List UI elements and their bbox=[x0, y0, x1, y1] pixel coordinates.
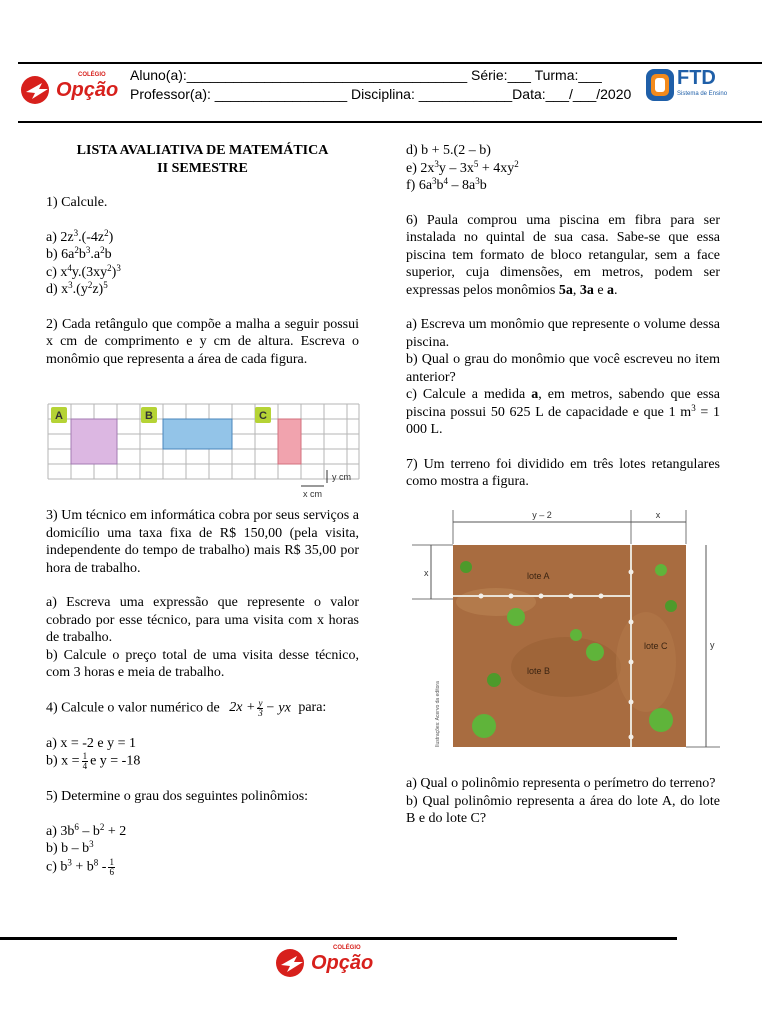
figure-credit: Ilustrações: Acervo da editora bbox=[435, 681, 441, 747]
q5-d: d) b + 5.(2 – b) bbox=[406, 143, 491, 158]
q2-stem: 2) Cada retângulo que compõe a malha a seguir possui x cm de comprimento e y cm de altura. Escreva o monômio que representa a área de cada figura. bbox=[46, 316, 359, 367]
footer-logo bbox=[275, 944, 374, 978]
q4-b: b) x = $\frac{1}{4}$ e y = -18 bbox=[46, 751, 141, 771]
q7-land-figure bbox=[406, 502, 722, 754]
q5-b: b) b – $b^3$ bbox=[46, 839, 94, 856]
q1-item-c: c) $x^4y.(3xy^2)^3$ bbox=[46, 262, 121, 280]
left-column-lower bbox=[46, 507, 359, 877]
left-column bbox=[46, 142, 359, 368]
q1-item-b: b) $6a^2b^3.a^2b$ bbox=[46, 245, 112, 262]
lot-c-label: lote C bbox=[644, 641, 668, 651]
dim-left: x bbox=[424, 568, 429, 578]
figure-a bbox=[71, 419, 117, 464]
footer-logo-small: COLÉGIO bbox=[333, 944, 361, 951]
right-column-lower bbox=[406, 775, 720, 828]
q6-c: c) Calcule a medida a, em metros, sabendo que essa piscina possui 50 625 L de capacidade e que 1 $m^3 = 1$ 000 L. bbox=[406, 387, 721, 437]
q5-e: e) $2x^3y - 3x^5 + 4xy^2$ bbox=[406, 158, 519, 176]
q2-grid-figure bbox=[46, 403, 362, 501]
q1-item-d: d) $x^3.(y^2z)^5$ bbox=[46, 280, 108, 297]
ftd-logo-icon bbox=[645, 68, 675, 102]
teacher-line: Professor(a): _________________ Disciplina: ____________Data:___/___/2020 bbox=[130, 86, 632, 102]
school-logo-small: COLÉGIO bbox=[78, 71, 106, 78]
q5-stem: 5) Determine o grau dos seguintes polinômios: bbox=[46, 789, 309, 804]
q7-stem: 7) Um terreno foi dividido em três lotes retangulares como mostra a figura. bbox=[406, 456, 720, 489]
q3-b: b) Calcule o preço total de uma visita desse técnico, com 3 horas e meia de trabalho. bbox=[46, 647, 359, 680]
q6-a: a) Escreva um monômio que represente o volume dessa piscina. bbox=[406, 317, 720, 350]
figure-c bbox=[278, 419, 301, 464]
q5-a: a) $3b^6 - b^2 + 2$ bbox=[46, 821, 127, 839]
right-column bbox=[406, 142, 720, 491]
figure-b bbox=[163, 419, 232, 449]
school-logo-text bbox=[56, 71, 119, 102]
q4-a: a) x = -2 e y = 1 bbox=[46, 735, 137, 751]
lot-a-label: lote A bbox=[527, 571, 550, 581]
page-title-line2: II SEMESTRE bbox=[157, 160, 248, 176]
page-title-line1: LISTA AVALIATIVA DE MATEMÁTICA bbox=[76, 143, 329, 158]
footer-logo-icon bbox=[275, 948, 309, 978]
x-dim-label: x cm bbox=[303, 489, 322, 499]
q6-b: b) Qual o grau do monômio que você escreveu no item anterior? bbox=[406, 352, 720, 385]
footer-logo-text bbox=[311, 944, 374, 975]
label-c: C bbox=[259, 410, 267, 422]
header-top-rule bbox=[18, 62, 762, 64]
ftd-logo-name: FTD bbox=[677, 67, 716, 89]
q6-stem: 6) Paula comprou uma piscina em fibra para ser instalada no quintal de sua casa. Sabe-se que essa piscina tem formato de bloco retangular, sem a face superior, cuja dimensões, em metros, podem ser expressas pelos monômios 5a, 3a e a. bbox=[406, 212, 720, 298]
dim-top-1: y – 2 bbox=[532, 510, 552, 520]
q5-c: c) $b^3 + b^8$ - $\frac{1}{6}$ bbox=[46, 856, 114, 877]
q5-c-frac: $\frac{1}{6}$ bbox=[109, 856, 114, 877]
dim-right: y bbox=[710, 640, 715, 650]
q3-a: a) Escreva uma expressão que represente o valor cobrado por esse técnico, para uma visita com x horas de trabalho. bbox=[46, 595, 359, 645]
q5-f: f) $6a^3b^4 - 8a^3b$ bbox=[406, 176, 487, 193]
school-logo-icon bbox=[20, 75, 54, 105]
label-a: A bbox=[55, 410, 63, 422]
q7-a: a) Qual o polinômio representa o perímetro do terreno? bbox=[406, 776, 716, 791]
header-bottom-rule bbox=[18, 121, 762, 123]
q7-b: b) Qual polinômio representa a área do lote A, do lote B e do lote C? bbox=[406, 793, 720, 826]
q4-stem: 4) Calcule o valor numérico de 2x + $\frac{y}{3}$ − yx para: bbox=[46, 697, 327, 718]
y-dim-label: y cm bbox=[332, 472, 351, 482]
footer-logo-name: Opção bbox=[311, 951, 374, 974]
student-line: Aluno(a):____________________________________ Série:___ Turma:___ bbox=[130, 67, 602, 83]
ftd-logo-sub: Sistema de Ensino bbox=[677, 91, 728, 97]
label-b: B bbox=[145, 410, 153, 422]
q3-stem: 3) Um técnico em informática cobra por seus serviços a domicílio uma taxa fixa de R$ 150,00 (pela visita, independente do tempo de trabalho) mais R$ 35,00 por hora de trabalho. bbox=[46, 508, 359, 576]
q1-stem: 1) Calcule. bbox=[46, 195, 108, 210]
q1-item-a: a) $2z^3.(-4z^2)$ bbox=[46, 227, 114, 245]
school-logo-name: Opção bbox=[56, 78, 119, 101]
footer-rule bbox=[0, 937, 677, 940]
q4-frac: $\frac{y}{3}$ bbox=[258, 697, 263, 718]
school-logo bbox=[20, 71, 119, 105]
dim-top-2: x bbox=[655, 510, 661, 520]
ftd-logo bbox=[645, 67, 728, 104]
q4-b-frac: $\frac{1}{4}$ bbox=[82, 751, 88, 771]
lot-b-label: lote B bbox=[527, 666, 551, 676]
